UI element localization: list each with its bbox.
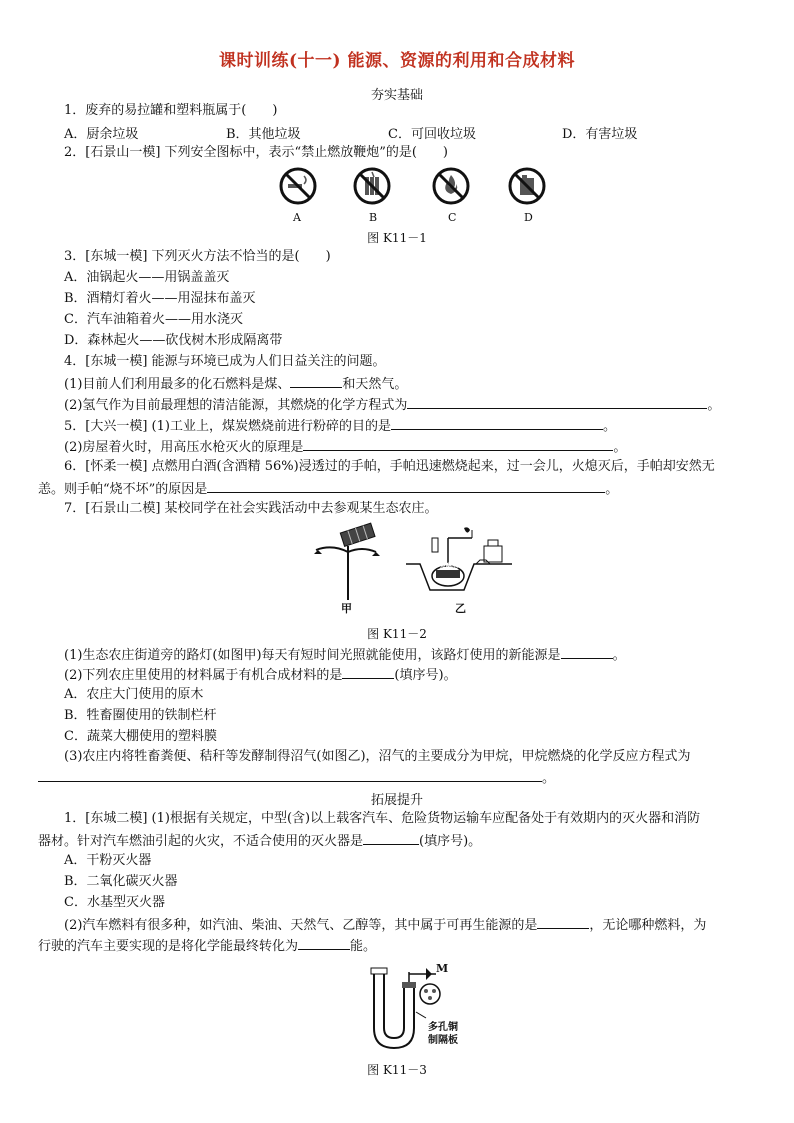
q5-part-1	[64, 416, 616, 436]
q7-part-1-text: (1)生态农庄街道旁的路灯(如图甲)每天有短时间光照就能使用，该路灯使用的新能源是	[64, 648, 561, 663]
page-title: 课时训练(十一) 能源、资源的利用和合成材料	[218, 51, 575, 71]
q4-part-2	[64, 395, 720, 415]
q7-part-3-answer	[38, 768, 555, 788]
q5-part-1-text: 5．[大兴一模] (1)工业上，煤炭燃烧前进行粉碎的目的是	[64, 419, 391, 434]
answer-blank[interactable]	[342, 665, 394, 679]
q7-part-3-end: 。	[542, 771, 556, 786]
e1-part-2-end: 能。	[350, 939, 377, 954]
q7-part-2-tail: (填序号)。	[394, 668, 457, 683]
q4-part-1-text: (1)目前人们利用最多的化石燃料是煤、	[64, 377, 291, 392]
q4-part-2-text: (2)氢气作为目前最理想的清洁能源，其燃烧的化学方程式为	[64, 398, 408, 413]
q6-end: 。	[605, 482, 619, 497]
figure-label-jia: 甲	[341, 602, 352, 615]
no-smoking-sign-icon	[278, 166, 318, 206]
q1-option-b: B．其他垃圾	[226, 127, 301, 142]
answer-blank[interactable]	[298, 936, 350, 950]
q1-option-d: D．有害垃圾	[562, 127, 638, 142]
q4-part-2-end: 。	[707, 398, 721, 413]
q5-part-2-end: 。	[613, 440, 627, 455]
question-6-line-2	[38, 479, 618, 499]
figure-label-yi: 乙	[455, 602, 466, 615]
answer-blank[interactable]	[537, 915, 589, 929]
question-4-stem: 4．[东城一模] 能源与环境已成为人们日益关注的问题。	[64, 354, 386, 369]
e1-option-c: C．水基型灭火器	[64, 895, 165, 910]
q4-part-1	[64, 374, 407, 394]
q7-part-1	[64, 645, 626, 665]
q7-part-1-end: 。	[612, 648, 626, 663]
e1-part-2-text: (2)汽车燃料有很多种，如汽油、柴油、天然气、乙醇等，其中属于可再生能源的是	[64, 918, 538, 933]
e1-option-a: A．干粉灭火器	[64, 853, 152, 868]
q3-option-b: B．酒精灯着火——用湿抹布盖灭	[64, 291, 256, 306]
sign-label-a: A	[293, 211, 301, 224]
figure-caption-k11-1: 图 K11－1	[367, 231, 427, 245]
e1-part-2-mid: ，无论哪种燃料，为	[589, 918, 707, 933]
question-3-stem: 3．[东城一模] 下列灭火方法不恰当的是( )	[64, 249, 331, 264]
q7-part-2	[64, 665, 457, 685]
q3-option-a: A．油锅起火——用锅盖盖灭	[64, 270, 230, 285]
e1-part-2-line-1	[64, 915, 706, 935]
biogas-digester-figure	[404, 524, 514, 596]
extension-q1-line-1: 1．[东城二模] (1)根据有关规定，中型(含)以上载客汽车、危险货物运输车应配备处于有效期内的灭火器和消防	[64, 811, 701, 826]
answer-blank[interactable]	[407, 395, 707, 409]
figure-label-m: M	[436, 962, 449, 975]
partition-label: 制隔板	[428, 1035, 458, 1046]
sign-label-b: B	[369, 211, 378, 224]
q1-option-a: A．厨余垃圾	[64, 127, 139, 142]
e1-line-2-text: 器材。针对汽车燃油引起的火灾，不适合使用的灭火器是	[38, 834, 364, 849]
q1-option-c: C．可回收垃圾	[388, 127, 476, 142]
answer-blank[interactable]	[303, 437, 613, 451]
e1-option-b: B．二氧化碳灭火器	[64, 874, 178, 889]
q3-option-d: D．森林起火——砍伐树木形成隔离带	[64, 333, 283, 348]
question-6-line-1: 6．[怀柔一模] 点燃用白酒(含酒精 56%)浸透过的手帕，手帕迅速燃烧起来，过一会儿，火熄灭后，手帕却安然无	[64, 459, 715, 474]
section-heading-basic: 夯实基础	[370, 88, 423, 103]
solar-street-lamp-figure	[312, 522, 382, 602]
no-flammables-sign-icon	[507, 166, 547, 206]
q4-part-1-tail: 和天然气。	[342, 377, 408, 392]
e1-part-2-line-2	[38, 936, 376, 956]
q6-line-2-text: 恙。则手帕“烧不坏”的原因是	[38, 482, 208, 497]
no-open-flame-sign-icon	[431, 166, 471, 206]
q7-option-b: B．牲畜圈使用的铁制栏杆	[64, 708, 217, 723]
no-firecrackers-sign-icon	[352, 166, 392, 206]
q7-part-2-text: (2)下列农庄里使用的材料属于有机合成材料的是	[64, 668, 343, 683]
question-1-stem: 1．废弃的易拉罐和塑料瓶属于( )	[64, 103, 278, 118]
q7-option-c: C．蔬菜大棚使用的塑料膜	[64, 729, 217, 744]
answer-blank[interactable]	[561, 645, 613, 659]
sign-label-d: D	[524, 211, 533, 224]
q7-option-a: A．农庄大门使用的原木	[64, 687, 204, 702]
e1-line-2-tail: (填序号)。	[419, 834, 482, 849]
answer-blank[interactable]	[363, 831, 419, 845]
q5-part-2	[64, 437, 626, 457]
porous-copper-label: 多孔铜	[428, 1022, 458, 1033]
answer-blank[interactable]	[207, 479, 605, 493]
answer-blank[interactable]	[391, 416, 603, 430]
extension-q1-line-2	[38, 831, 481, 851]
question-7-stem: 7．[石景山二模] 某校同学在社会实践活动中去参观某生态农庄。	[64, 501, 438, 516]
question-2-stem: 2．[石景山一模] 下列安全图标中，表示“禁止燃放鞭炮”的是( )	[64, 145, 448, 160]
digester-tank-label: 发酵池	[440, 563, 459, 570]
q5-part-1-end: 。	[602, 419, 616, 434]
section-heading-extension: 拓展提升	[370, 793, 423, 808]
figure-caption-k11-3: 图 K11－3	[367, 1063, 427, 1077]
figure-caption-k11-2: 图 K11－2	[367, 627, 427, 641]
sign-label-c: C	[448, 211, 457, 224]
q3-option-c: C．汽车油箱着火——用水浇灭	[64, 312, 243, 327]
q7-part-3: (3)农庄内将牲畜粪便、秸秆等发酵制得沼气(如图乙)，沼气的主要成分为甲烷，甲烷燃烧的化学反应方程式为	[64, 749, 691, 764]
e1-part-2-line-2-text: 行驶的汽车主要实现的是将化学能最终转化为	[38, 939, 299, 954]
q5-part-2-text: (2)房屋着火时，用高压水枪灭火的原理是	[64, 440, 304, 455]
answer-blank[interactable]	[290, 374, 342, 388]
answer-blank[interactable]	[38, 768, 542, 782]
